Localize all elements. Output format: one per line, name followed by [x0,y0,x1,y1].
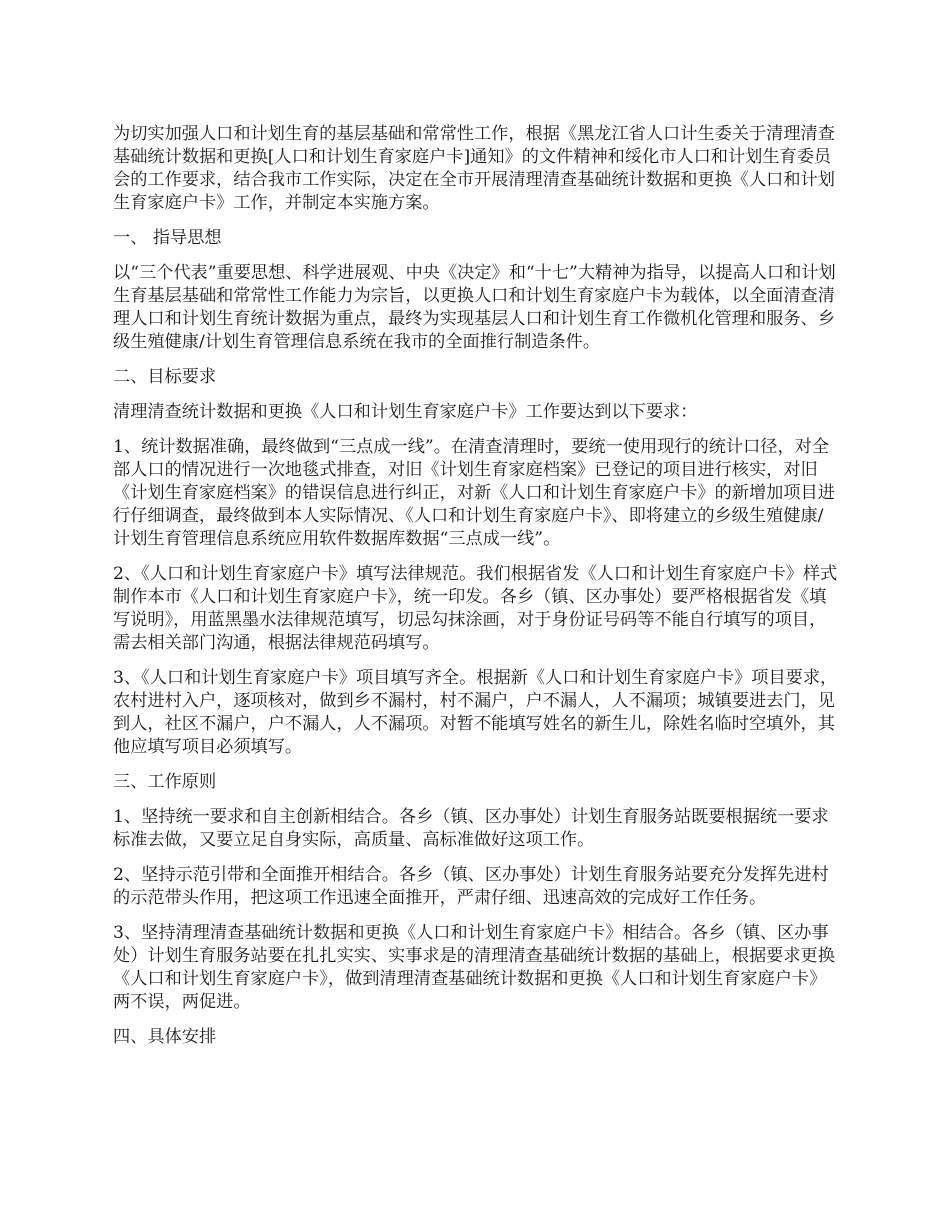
section-2-heading: 二、目标要求 [113,367,217,387]
section-4-heading: 四、具体安排 [113,1027,217,1047]
section-3-item-3: 3、坚持清理清查基础统计数据和更换《人口和计划生育家庭户卡》相结合。各乡（镇、区办事处）计划生育服务站要在扎扎实实、实事求是的清理清查基础统计数据的基础上，根据要求更换《人口和计划生育家庭户卡》，做到清理清查基础统计数据和更换《人口和计划生育家庭户卡》两不误，两促进。 [113,923,835,1012]
section-1-paragraph: 以“三个代表”重要思想、科学进展观、中央《决定》和“十七”大精神为指导，以提高人口和计划生育基层基础和常常性工作能力为宗旨，以更换人口和计划生育家庭户卡为载体，以全面清查清理人口和计划生育统计数据为重点，最终为实现基层人口和计划生育工作微机化管理和服务、乡级生殖健康/计划生育管理信息系统在我市的全面推行制造条件。 [113,263,836,352]
document-page [113,123,840,1061]
section-2-intro: 清理清查统计数据和更换《人口和计划生育家庭户卡》工作要达到以下要求： [113,402,698,422]
intro-paragraph: 为切实加强人口和计划生育的基层基础和常常性工作，根据《黑龙江省人口计生委关于清理清查基础统计数据和更换[人口和计划生育家庭户卡]通知》的文件精神和绥化市人口和计划生育委员会的工作要求，结合我市工作实际，决定在全市开展清理清查基础统计数据和更换《人口和计划生育家庭户卡》工作，并制定本实施方案。 [113,124,835,213]
section-3-item-2: 2、坚持示范引带和全面推开相结合。各乡（镇、区办事处）计划生育服务站要充分发挥先进村的示范带头作用，把这项工作迅速全面推开，严肃仔细、迅速高效的完成好工作任务。 [113,865,829,908]
section-2-item-1: 1、统计数据准确，最终做到“三点成一线”。在清查清理时，要统一使用现行的统计口径，对全部人口的情况进行一次地毯式排查，对旧《计划生育家庭档案》已登记的项目进行核实，对旧《计划生育家庭档案》的错误信息进行纠正，对新《人口和计划生育家庭户卡》的新增加项目进行仔细调查，最终做到本人实际情况、《人口和计划生育家庭户卡》、即将建立的乡级生殖健康/计划生育管理信息系统应用软件数据库数据“三点成一线”。 [113,437,835,549]
section-3-heading: 三、工作原则 [113,772,217,792]
section-1-heading: 一、 指导思想 [113,228,222,248]
section-2-item-3: 3、《人口和计划生育家庭户卡》项目填写齐全。根据新《人口和计划生育家庭户卡》项目要求，农村进村入户，逐项核对，做到乡不漏村，村不漏户，户不漏人，人不漏项；城镇要进去门，见到人，社区不漏户，户不漏人，人不漏项。对暂不能填写姓名的新生儿，除姓名临时空填外，其他应填写项目必须填写。 [113,668,838,757]
section-3-item-1: 1、坚持统一要求和自主创新相结合。各乡（镇、区办事处）计划生育服务站既要根据统一要求标准去做，又要立足自身实际，高质量、高标准做好这项工作。 [113,807,829,850]
section-2-item-2: 2、《人口和计划生育家庭户卡》填写法律规范。我们根据省发《人口和计划生育家庭户卡》样式制作本市《人口和计划生育家庭户卡》，统一印发。各乡（镇、区办事处）要严格根据省发《填写说明》，用蓝黑墨水法律规范填写，切忌勾抹涂画，对于身份证号码等不能自行填写的项目，需去相关部门沟通，根据法律规范码填写。 [113,564,838,653]
